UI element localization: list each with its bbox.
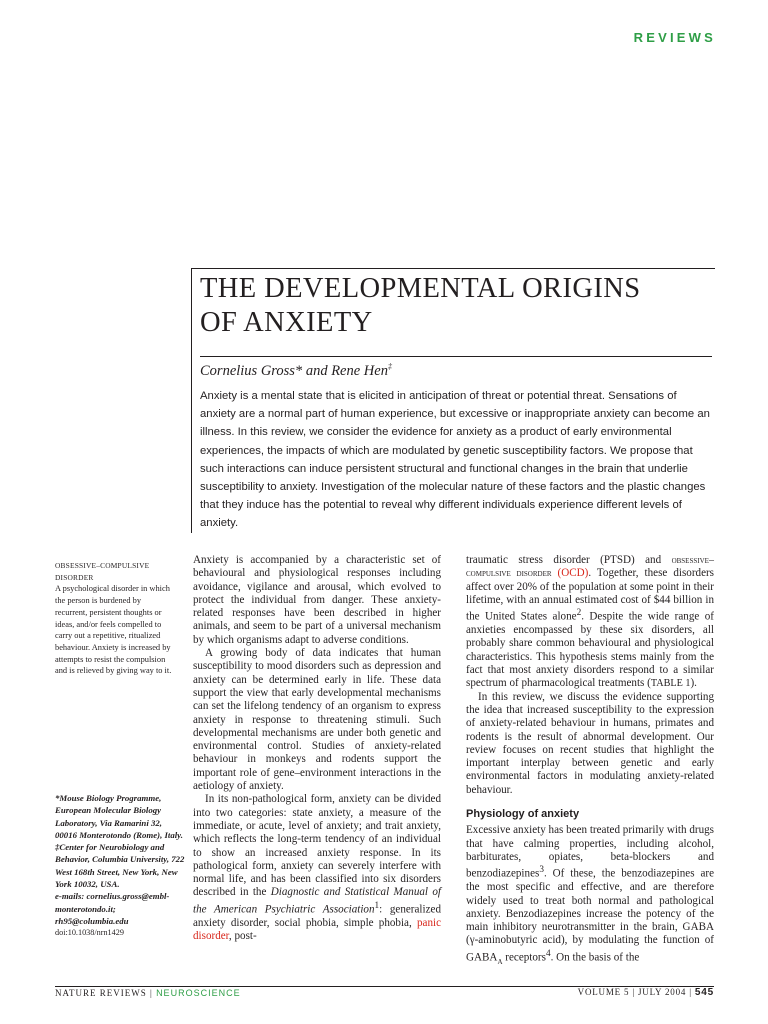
paragraph [466,824,714,969]
paragraph: Anxiety is accompanied by a characteristic set of behavioural and physiological responses including avoidance, vigilance and arousal, which evolved to protect the individual from danger. These anxiety-related responses have been described in higher animals, and seem to be part of a universal mechanism by which organisms adapt to adverse conditions. [193,554,441,646]
reference-mark: 3 [539,865,544,876]
journal-subject: NEUROSCIENCE [156,988,241,998]
title-top-rule [191,268,715,269]
paragraph: In this review, we discuss the evidence supporting the idea that increased susceptibility to the expression of anxiety-related behaviour in humans, primates and rodents is the result of abnormal development. Our review focuses on recent studies that highlight the important interplay between genetic and early environmental factors in modulating anxiety-related behaviour. [466,690,714,796]
title-line-1: THE DEVELOPMENTAL ORIGINS [200,273,641,304]
paragraph [466,554,714,691]
glossary-term: OBSESSIVE–COMPULSIVE DISORDER [55,561,150,582]
text-run: . On the basis of the [550,951,640,964]
text-run: Excessive anxiety has been treated primarily with drugs that have calming properties, including alcohol, barbiturates, opiates, beta-blockers and benzodiazepines [466,824,714,880]
footer-volume [578,987,714,998]
reference-mark: 2 [576,608,582,619]
article-title [200,272,700,340]
author-1: Cornelius Gross* [200,362,303,379]
text-run: : generalized anxiety disorder, social phobia, simple phobia, [193,903,441,929]
body-column-1 [193,554,441,943]
affiliation-2: ‡Center for Neurobiology and Behavior, Columbia University, 722 West 168th Street, New York, New York 10032, USA. [55,842,185,890]
text-run: , post- [228,930,257,942]
text-run: In its non-pathological form, anxiety can be divided into two categories: state anxiety, a measure of the immediate, or acute, level of anxiety; and trait anxiety, which reflects the long-term tendency of an individual to show an increased anxiety response. In its pathological form, anxiety can severely interfere with normal life, and has been classified into six disorders described in the [193,793,441,899]
title-vertical-rule [191,268,192,533]
text-run: . Of these, the benzodiazepines are the most specific and effective, and are therefore widely used to treat both normal and pathological anxiety. Benzodiazepines increase the potency of the main inhibitory neurotransmitter in the brain, GABA (γ-aminobutyric acid), by modulating the function of GABA [466,867,714,964]
affiliations [55,792,185,940]
journal-name: NATURE REVIEWS [55,988,147,998]
table-1-link[interactable]: TABLE 1 [650,678,691,690]
section-heading: Physiology of anxiety [466,808,580,821]
text-run: ). [690,677,697,690]
text-run: receptors [502,951,546,964]
author-2: Rene Hen [331,362,388,379]
reference-mark: 4 [545,948,551,959]
glossary-box [55,560,175,677]
author-2-mark: ‡ [387,362,392,371]
glossary-definition: A psychological disorder in which the person is burdened by recurrent, persistent thoughts or ideas, and/or feels compelled to carry out a repetitive, ritualized behaviour. Anxiety is increased by attempts to resist the compulsion and is relieved by giving way to it. [55,584,172,676]
page-number: 545 [694,987,714,998]
paragraph: A growing body of data indicates that human susceptibility to mood disorders such as depression and anxiety can be determined early in life. These data support the view that early developmental mechanisms can set the lifelong tendency of an organism to express anxiety in response to threatening stimuli. Such developmental mechanisms are under both genetic and environmental control. Studies of anxiety-related behaviour in monkeys and rodents support the important role of gene–environment interactions in the aetiology of anxiety. [193,647,441,793]
affiliation-1: *Mouse Biology Programme, European Molecular Biology Laboratory, Via Ramarini 32, 00016 Monterotondo (Rome), Italy. [55,793,183,840]
text-run: . Despite the wide range of anxieties encompassed by these six disorders, all probably share common behavioural and physiological characteristics. This hypothesis stems mainly from the fact that most anxiety disorders respond to a similar spectrum of pharmacological treatments ( [466,610,714,690]
panic-disorder-link[interactable]: panic disorder [193,916,441,942]
dsm-title: Diagnostic and Statistical Manual of the American Psychiatric Association [193,886,441,916]
reference-mark: 1 [374,900,380,911]
footer-journal [55,988,241,998]
ocd-glossary-term[interactable]: obsessive–compulsive disorder [466,555,714,580]
ocd-link[interactable]: (OCD) [557,567,589,580]
contact-emails: e-mails: cornelius.gross@embl-monterotondo.it; rh95@columbia.edu [55,891,170,926]
author-line [200,362,392,380]
text-run: traumatic stress disorder (PTSD) and [466,554,672,566]
paragraph [193,793,441,943]
author-rule [200,356,712,357]
abstract: Anxiety is a mental state that is elicited in anticipation of threat or potential threat. Sensations of anxiety are a normal part of human experience, but excessive or inappropriate anxiety can become an illness. In this review, we consider the evidence for anxiety as a product of early environmental experiences, the impacts of which are modulated by genetic susceptibility factors. We propose that such interactions can induce persistent structural and functional changes in the brain that underlie susceptibility to anxiety. Investigation of the molecular nature of these factors and the plastic changes that they induce has the potential to reveal why different individuals experience different levels of anxiety. [200,390,710,530]
text-run: . Together, these disorders affect over 20% of the population at some point in their lifetime, with an annual estimated cost of $44 billion in the United States alone [466,567,714,623]
subscript: A [497,957,503,966]
title-line-2: OF ANXIETY [200,307,373,338]
volume-date: VOLUME 5 | JULY 2004 | [577,987,695,997]
footer-separator: | [146,988,157,998]
section-label: REVIEWS [633,30,716,45]
doi: doi:10.1038/nrn1429 [55,928,124,938]
author-conjunction: and [302,362,332,379]
body-column-2 [466,554,714,969]
